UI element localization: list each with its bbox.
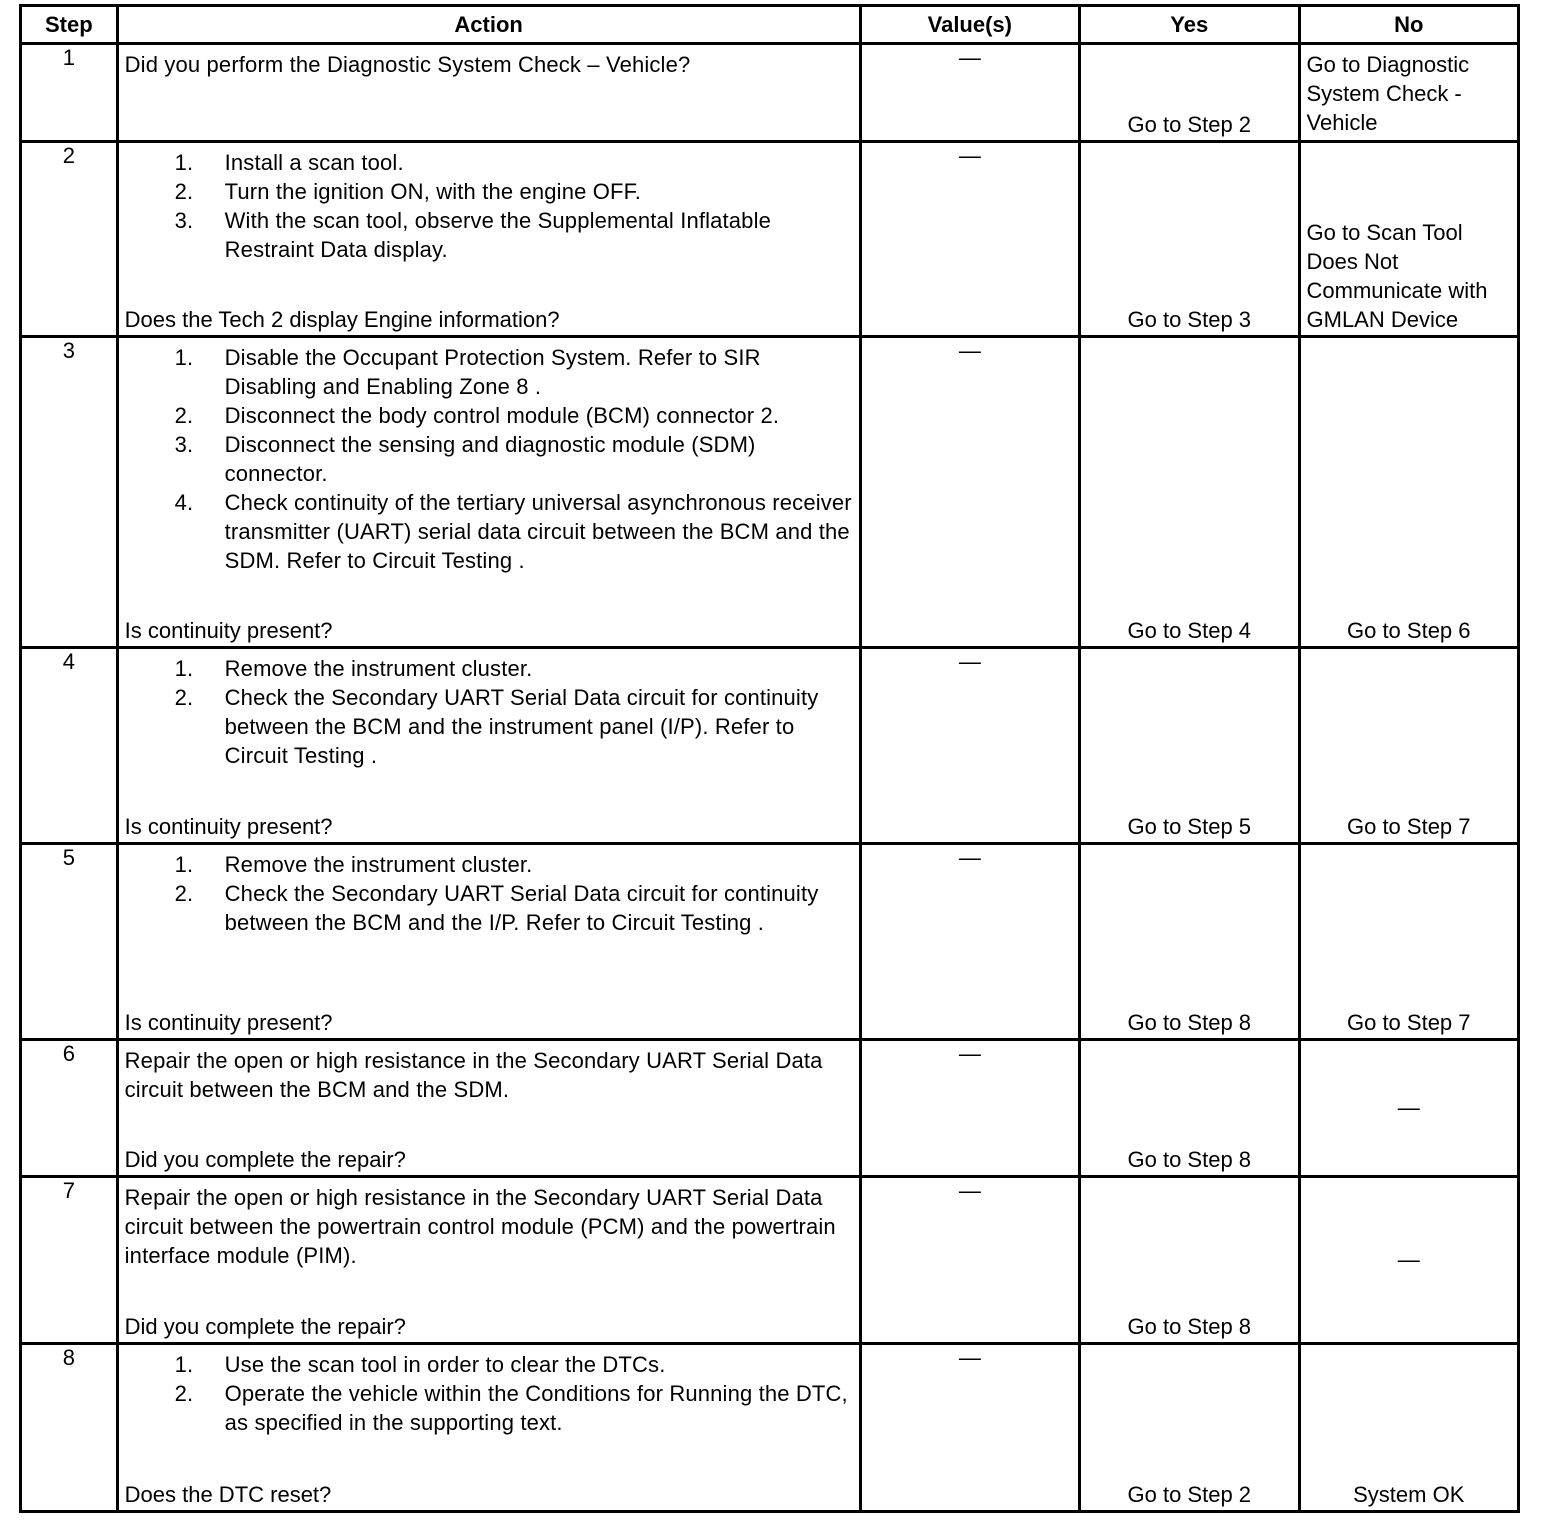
action-cell [117, 142, 860, 337]
list-item-text: Remove the instrument cluster. [224, 656, 533, 681]
yes-cell [1080, 337, 1299, 648]
table-row [21, 1040, 1519, 1177]
list-item-text: Remove the instrument cluster. [224, 852, 533, 877]
list-item-number: 3. [174, 432, 194, 457]
list-item-text: Use the scan tool in order to clear the DTCs. [224, 1352, 666, 1377]
no-action-link[interactable]: Go to Step 7 [1346, 1010, 1471, 1035]
header-value: Value(s) [860, 6, 1079, 44]
action-question: Does the Tech 2 display Engine information? [124, 307, 560, 332]
action-intro: Did you perform the Diagnostic System Check – Vehicle? [124, 52, 691, 77]
list-item [125, 1350, 853, 1379]
action-intro: Repair the open or high resistance in the Secondary UART Serial Data circuit between the BCM and the SDM. [124, 1048, 823, 1102]
step-number: 2 [21, 142, 118, 337]
value-cell: — [860, 142, 1079, 337]
table-row [21, 44, 1519, 142]
header-row [21, 6, 1519, 44]
no-action-link[interactable]: Go to Step 6 [1346, 618, 1471, 643]
list-item [125, 850, 853, 879]
list-item-number: 1. [174, 656, 194, 681]
action-question: Did you complete the repair? [124, 1314, 406, 1339]
value-cell: — [860, 648, 1079, 844]
action-cell [117, 1040, 860, 1177]
no-cell [1299, 648, 1519, 844]
action-cell [117, 844, 860, 1040]
step-number: 4 [21, 648, 118, 844]
action-question: Does the DTC reset? [124, 1482, 332, 1507]
list-item-number: 2. [174, 1381, 194, 1406]
value-cell: — [860, 1177, 1079, 1344]
yes-cell [1080, 648, 1299, 844]
list-item-text: Disable the Occupant Protection System. Refer to SIR Disabling and Enabling Zone 8 . [224, 345, 761, 399]
list-item [125, 177, 853, 206]
yes-action-link[interactable]: Go to Step 3 [1127, 307, 1252, 332]
list-item-number: 2. [174, 179, 194, 204]
yes-action-link[interactable]: Go to Step 8 [1127, 1010, 1252, 1035]
action-question: Is continuity present? [124, 814, 333, 839]
action-cell [117, 648, 860, 844]
list-item [125, 654, 853, 683]
list-item [125, 430, 853, 488]
no-cell [1299, 844, 1519, 1040]
action-steps-list [125, 654, 853, 770]
table-row [21, 337, 1519, 648]
yes-action-link[interactable]: Go to Step 5 [1127, 814, 1252, 839]
header-action: Action [117, 6, 860, 44]
yes-action-link[interactable]: Go to Step 8 [1127, 1314, 1252, 1339]
action-steps-list [125, 343, 853, 575]
yes-cell [1080, 44, 1299, 142]
list-item-number: 3. [174, 208, 194, 233]
list-item-text: Disconnect the sensing and diagnostic module (SDM) connector. [224, 432, 756, 486]
yes-cell [1080, 1040, 1299, 1177]
step-number: 3 [21, 337, 118, 648]
list-item [125, 879, 853, 937]
list-item-text: Install a scan tool. [224, 150, 404, 175]
action-question: Did you complete the repair? [124, 1147, 406, 1172]
list-item-text: Check the Secondary UART Serial Data circuit for continuity between the BCM and the I/P. Refer to Circuit Testing . [224, 881, 819, 935]
no-cell [1299, 1177, 1519, 1344]
yes-action-link[interactable]: Go to Step 2 [1127, 112, 1252, 137]
value-cell: — [860, 337, 1079, 648]
list-item [125, 148, 853, 177]
list-item [125, 206, 853, 264]
no-cell [1299, 337, 1519, 648]
list-item-number: 2. [174, 881, 194, 906]
yes-cell [1080, 1344, 1299, 1512]
list-item-number: 4. [174, 490, 194, 515]
diagnostic-table [19, 4, 1520, 1513]
no-cell [1299, 44, 1519, 142]
table-row [21, 142, 1519, 337]
yes-cell [1080, 142, 1299, 337]
table-row [21, 648, 1519, 844]
header-step: Step [21, 6, 118, 44]
step-number: 5 [21, 844, 118, 1040]
no-action-link[interactable]: Go to Diagnostic System Check - Vehicle [1306, 52, 1470, 135]
no-action-link[interactable]: Go to Step 7 [1346, 814, 1471, 839]
list-item-number: 2. [174, 403, 194, 428]
step-number: 6 [21, 1040, 118, 1177]
yes-cell [1080, 844, 1299, 1040]
step-number: 1 [21, 44, 118, 142]
table-row [21, 1344, 1519, 1512]
list-item [125, 1379, 853, 1437]
action-question: Is continuity present? [124, 618, 333, 643]
list-item-text: Disconnect the body control module (BCM) connector 2. [224, 403, 780, 428]
list-item [125, 343, 853, 401]
action-steps-list [125, 850, 853, 937]
no-action-dash: — [1397, 1095, 1420, 1120]
value-cell: — [860, 1040, 1079, 1177]
list-item-number: 1. [174, 1352, 194, 1377]
no-action-link[interactable]: Go to Scan Tool Does Not Communicate with GMLAN Device [1306, 220, 1488, 332]
action-cell [117, 1344, 860, 1512]
list-item-number: 2. [174, 685, 194, 710]
yes-action-link[interactable]: Go to Step 2 [1127, 1482, 1252, 1507]
action-cell [117, 337, 860, 648]
list-item-text: Operate the vehicle within the Conditions for Running the DTC, as specified in the supporting text. [224, 1381, 848, 1435]
no-cell [1299, 1040, 1519, 1177]
value-cell: — [860, 844, 1079, 1040]
yes-cell [1080, 1177, 1299, 1344]
action-steps-list [125, 148, 853, 264]
header-no: No [1299, 6, 1519, 44]
action-cell [117, 44, 860, 142]
list-item-number: 1. [174, 150, 194, 175]
step-number: 8 [21, 1344, 118, 1512]
table-row [21, 1177, 1519, 1344]
value-cell: — [860, 1344, 1079, 1512]
no-action-link[interactable]: System OK [1353, 1482, 1465, 1507]
list-item [125, 401, 853, 430]
value-cell: — [860, 44, 1079, 142]
action-cell [117, 1177, 860, 1344]
no-action-dash: — [1397, 1247, 1420, 1272]
step-number: 7 [21, 1177, 118, 1344]
action-steps-list [125, 1350, 853, 1437]
list-item-text: Turn the ignition ON, with the engine OFF. [224, 179, 641, 204]
list-item-number: 1. [174, 345, 194, 370]
list-item [125, 683, 853, 770]
list-item-text: With the scan tool, observe the Supplemental Inflatable Restraint Data display. [224, 208, 771, 262]
list-item-number: 1. [174, 852, 194, 877]
no-cell [1299, 1344, 1519, 1512]
action-intro: Repair the open or high resistance in the Secondary UART Serial Data circuit between the powertrain control module (PCM) and the powertrain interface module (PIM). [124, 1185, 836, 1268]
yes-action-link[interactable]: Go to Step 8 [1127, 1147, 1252, 1172]
list-item [125, 488, 853, 575]
header-yes: Yes [1080, 6, 1299, 44]
yes-action-link[interactable]: Go to Step 4 [1127, 618, 1252, 643]
table-row [21, 844, 1519, 1040]
action-question: Is continuity present? [124, 1010, 333, 1035]
list-item-text: Check the Secondary UART Serial Data circuit for continuity between the BCM and the instrument panel (I/P). Refer to Circuit Testing . [224, 685, 819, 768]
no-cell [1299, 142, 1519, 337]
list-item-text: Check continuity of the tertiary universal asynchronous receiver transmitter (UART) serial data circuit between the BCM and the SDM. Refer to Circuit Testing . [224, 490, 852, 573]
